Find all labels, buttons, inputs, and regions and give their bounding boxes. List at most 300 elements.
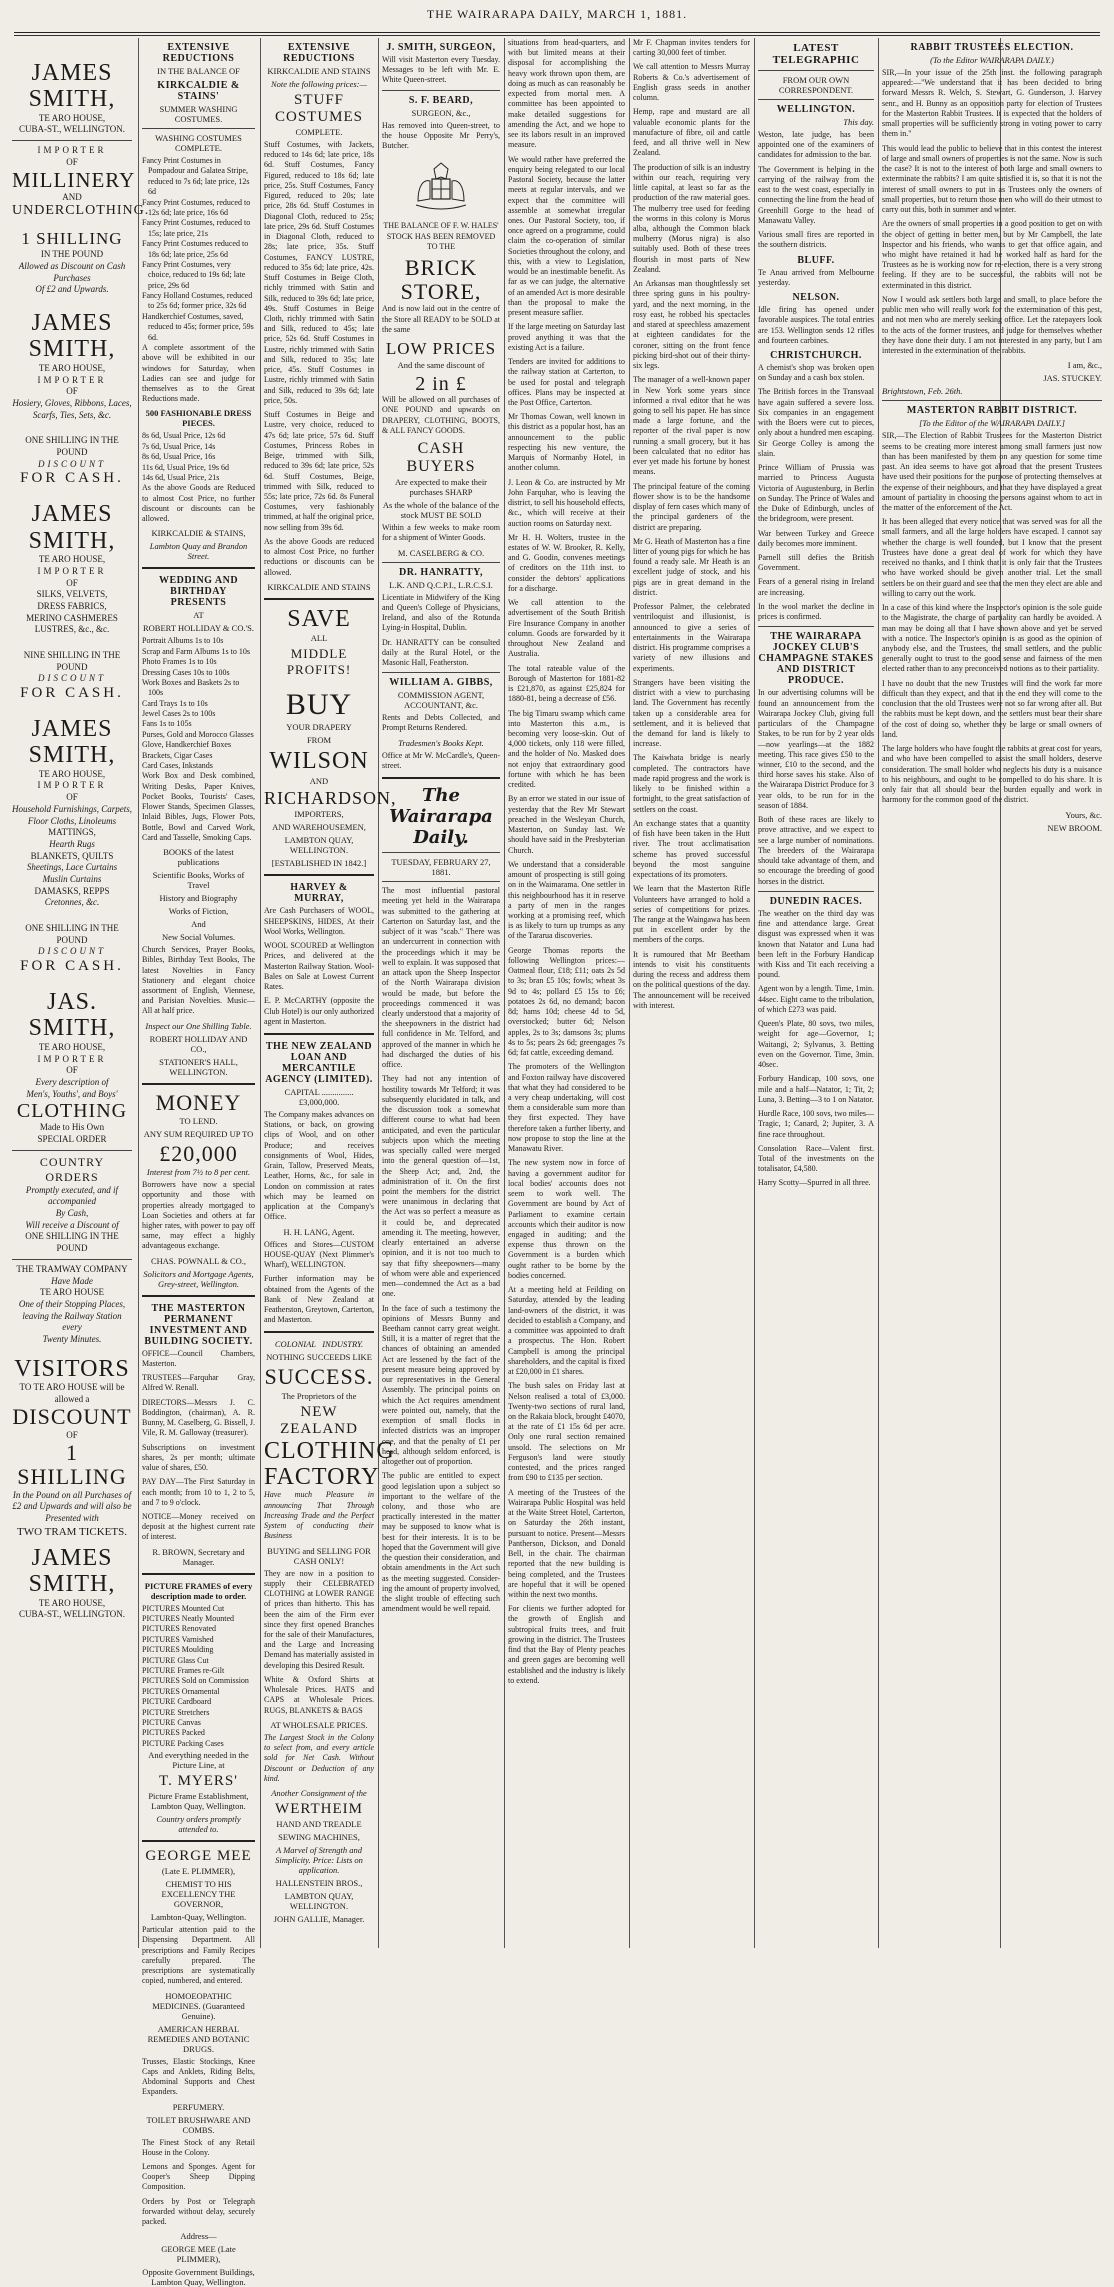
ad-line: Works of Fiction, [168, 906, 229, 917]
dateline: CHRISTCHURCH. [770, 349, 862, 361]
news-paragraph: Queen's Plate, 80 sovs, two miles, weight for age—Governor, 1; Waitangi, 2; Sylvanus, 3. Betting even on the Governor. Time, 3min. 40sec. [758, 1019, 874, 1070]
ad-heading: GEORGE MEE [145, 1848, 252, 1865]
product-line: In the Pound on all Purchases of £2 and Upwards and will also be Presented with [12, 1489, 132, 1524]
dateline-time: This day. [843, 117, 874, 127]
ad-heading: PICTURE FRAMES of every description made to order. [144, 1580, 253, 1601]
ad-subheading: Another Consignment of the [271, 1788, 367, 1799]
letter-signature: JAS. STUCKEY. [1043, 373, 1102, 384]
ad-line: Address— [180, 2231, 217, 2242]
list-item: Portrait Albums 1s to 10s [142, 636, 224, 646]
list-item: PICTURE Glass Cut [142, 1655, 209, 1665]
ad-paragraph: Are Cash Purchasers of WOOL, SHEEPSKINS, HIDES, At their Wool Works, Wellington. [264, 906, 374, 936]
news-paragraph: The big Timaru swamp which came into Masterton this a.m., is becoming very loose-skin. Out of 4,000 tickets, only 118 were filled, and the holder of No. Masked does not enjoy that extraordinary good fortune with which he has been credited. [508, 708, 625, 790]
ad-signature: KIRKCALDIE & STAINS, [151, 528, 246, 539]
ad-subheading: BUYING and SELLING FOR CASH ONLY! [267, 1545, 371, 1566]
for-cash-label: FOR CASH. [20, 470, 124, 487]
ad-paragraph: Borrowers have now a special opportunity and those with properties already mortgaged to Loan Societies and others at far higher rates, with power to pay off same, may effect a highly advantageous exchange. [142, 1180, 255, 1251]
news-paragraph: Consolation Race—Valent first. Total of the investments on the totalisator, £4,580. [758, 1143, 874, 1174]
ad-paragraph: WOOL SCOURED at Wellington Prices, and delivered at the Masterton Railway Station. Wool-Bales on Sale at Lowest Current Rates. [264, 941, 374, 992]
dateline: BLUFF. [797, 254, 835, 266]
ad-heading: KIRKCALDIE & STAINS' [157, 80, 240, 102]
list-item: PICTURE Stretchers [142, 1707, 210, 1717]
and-label: AND [62, 191, 82, 202]
for-cash-label: FOR CASH. [20, 958, 124, 975]
shilling-heading: 1 SHILLING [21, 229, 123, 249]
price-list [142, 636, 255, 771]
news-paragraph: The Government is helping in the carrying of the railway from the east to the west coast, especially in connecting the line from the head of Greenhill Gorge to the head of Manawatu Valley. [758, 164, 874, 225]
column-news-2 [633, 38, 750, 1948]
news-paragraph: Mr H. H. Wolters, trustee in the estates of W. W. Brooker, R. Kelly, and G. Goodin, convenes meetings of creditors on the 11th inst. to consider the debtors' applications for a discharge. [508, 532, 625, 593]
ad-paragraph: As the above Goods are reduced to almost Cost Price, no further reductions or discounts can be allowed. [264, 536, 374, 577]
ad-signature: ROBERT HOLLIDAY AND CO., [149, 1033, 248, 1054]
of-label: OF [66, 1065, 78, 1076]
colonial-label: COLONIAL [274, 1339, 316, 1350]
price-list [142, 431, 255, 483]
ad-heading: HARVEY & MURRAY, [290, 882, 348, 905]
ad-paragraph: Stuff Costumes in Beige and Lustre, very choice, reduced to 47s 6d; late price, 57s 6d. Stuff Costumes, Princess Robes in Beige, trimmed with Silk, reduced to 39s 6d; late price, 52s 6d. Stuff Costumes, Beige, trimmed with Silk, reduced to 55s; late price, 72s 6d. 8s Funeral Costumes, very fashionably trimmed, at half the original price, now selling from 39s 6d. [264, 410, 374, 532]
ad-paragraph: White & Oxford Shirts at Wholesale Prices. HATS and CAPS at Wholesale Prices. RUGS, BLANKETS & BAGS [264, 1674, 374, 1715]
product-line: Twenty Minutes. [42, 1333, 102, 1344]
ad-heading: BRICK STORE, [400, 255, 482, 305]
list-item: Jewel Cases 2s to 100s [142, 709, 216, 719]
ad-address: Solicitors and Mortgage Agents, Grey-street, Wellington. [143, 1268, 254, 1289]
store-address: CUBA-ST., WELLINGTON. [19, 1609, 125, 1620]
discount-line: ONE SHILLING IN THE POUND [25, 1231, 119, 1254]
column-drapery-ads [264, 38, 397, 1948]
ad-signature: HALLENSTEIN BROS., [275, 1878, 363, 1889]
shilling-heading: 1 SHILLING [17, 1440, 127, 1490]
save-heading: SAVE [287, 605, 351, 632]
news-paragraph: We call attention to Messrs Murray Roberts & Co.'s advertisement of English grass seeds in another column. [633, 62, 750, 103]
ad-subheading: SEWING MACHINES, [278, 1832, 360, 1843]
ad-paragraph: Has removed into Queen-street, to the house Opposite Mr Perry's, Butcher. [382, 120, 500, 151]
letter-signature: NEW BROOM. [1047, 822, 1102, 833]
store-name: TE ARO HOUSE, [38, 1597, 106, 1608]
buy-heading: BUY [285, 688, 353, 722]
product-line: Sheetings, Lace Curtains [26, 862, 118, 873]
letter-heading: MASTERTON RABBIT DISTRICT. [906, 405, 1078, 417]
of-label: OF [66, 792, 78, 803]
letter-paragraph: I have no doubt that the new Trustees will find the work far more difficult than they expect, and that in the end they will come to the conclusion that the old Trustees were not so far wrong after all. But the rabbits must be kept down, and the settlers must bear their share of the cost of doing so, whether they be large or small owners of land. [882, 678, 1102, 739]
letter-paragraph: Are the owners of small properties in a good position to get on with the object of getting in better men, but by Mr Campbell, the late Inspector and his friends, who wants to get that office again, and who might have retained it had he worked half as hard for the Trustees as he is working now for re-election, there is a very strong feeling. If they are to be successful, the rabbits will not be exterminated in this district. [882, 219, 1102, 290]
hosiery-line: Hosiery, Gloves, Ribbons, Laces, Scarfs, Ties, Sets, &c. [12, 397, 132, 420]
ad-heading: SUCCESS. [264, 1364, 374, 1390]
product-line: Every description of [35, 1076, 109, 1087]
product-line: DRESS FABRICS, [37, 600, 107, 611]
ad-address: STATIONER'S HALL, WELLINGTON. [159, 1056, 238, 1077]
ad-line: And [191, 919, 206, 930]
ad-line: Scientific Books, Works of Travel [152, 870, 245, 891]
visitors-heading: VISITORS [14, 1355, 130, 1382]
store-name: TE ARO HOUSE, [38, 362, 106, 373]
ad-subheading: L.K. AND Q.C.P.I., L.R.C.S.I. [389, 579, 493, 590]
ad-heading: EXTENSIVE REDUCTIONS [283, 42, 355, 64]
ad-subheading: KIRKCALDIE AND STAINS [267, 66, 371, 76]
news-paragraph: Forbury Handicap, 100 sovs, one mile and a half—Natator, 1; Tit, 2; Luna, 3. Betting—3 to 1 on Natator. [758, 1074, 874, 1104]
editorial-date: TUESDAY, FEBRUARY 27, 1881. [391, 857, 491, 878]
ad-subheading: Are expected to make their purchases SHARP [394, 477, 488, 498]
ad-heading: DR. HANRATTY, [398, 566, 483, 578]
section-heading: DUNEDIN RACES. [769, 895, 863, 907]
list-item: PICTURE Canvas [142, 1717, 201, 1727]
ad-subheading: ROBERT HOLLIDAY & CO.'S. [143, 623, 254, 634]
letter-paragraph: It has been alleged that every notice that was served was for all the small farmers, and all the large holders have escaped. I cannot say whether the charge is well founded, but I know that the present Trustees have done a great deal of work for which they have received no thanks, and I think that it is only fair that the Trustees who have worked should be given another trial. Let the small settlers be on their guard and see that the men they elect are able and willing to carry out the work. [882, 517, 1102, 598]
ad-subheading: AND [309, 775, 329, 786]
clothing-heading: CLOTHING [16, 1100, 128, 1123]
news-paragraph: Prince William of Prussia was married to Princess Augusta Victoria of Augustenburg, in Berlin on Sunday. The Prince of Wales and the Duke of Edinburgh, uncles of the bridegroom, were present. [758, 463, 874, 524]
list-item: Fancy Print Costumes reduced to 18s 6d; late price, 25s 6d [142, 239, 249, 259]
letter-dateline: Brightstown, Feb. 26th. [882, 386, 963, 397]
news-paragraph: By an error we stated in our issue of yesterday that the Rev Mr Stewart preached in the Wesleyan Church, Masterton, on Sunday last. We should have said in the Presbyterian Church. [508, 794, 625, 855]
ad-paragraph: Work Box and Desk combined, Writing Desks, Paper Knives, Pocket Books, Tourists' Cases, Flower Stands, Specimen Glasses, Inlaid Bibles, Jugs, Flower Pots, Bottle, Bowl and Carved Work, Card and Tasselle, Smoking Caps. [142, 771, 255, 842]
section-heading: LATEST TELEGRAPHIC [772, 42, 860, 66]
product-line: DAMASKS, REPPS [34, 885, 110, 896]
news-paragraph: We call attention to the advertisement of the South British Fire Insurance Company in another column. Goods are forwarded by it throughout New Zealand and Australia. [508, 598, 625, 659]
ad-address: LAMBTON QUAY, WELLINGTON. [284, 1891, 354, 1912]
letter-closing: I am, &c., [1067, 360, 1102, 371]
ad-heading: FACTORY [264, 1464, 380, 1491]
ad-paragraph: They are now in a position to supply their CELEBRATED CLOTHING at LOWER RANGE of prices than hitherto. This has been the aim of the Firm ever since they first opened Branches for the sale of their Manufactures, and the Large and Increasing Demand has materially assisted in developing this Desired Result. [264, 1568, 374, 1670]
product-line: Hearth Rugs [49, 838, 95, 849]
ad-signature: KIRKCALDIE AND STAINS [267, 581, 371, 592]
list-item: 11s 6d, Usual Price, 19s 6d [142, 462, 230, 472]
letter-subheading: (To the Editor WAIRARAPA DAILY.) [930, 55, 1054, 65]
ad-subheading: ALL [310, 633, 328, 644]
ad-subheading: TOILET BRUSHWARE AND COMBS. [146, 2114, 251, 2135]
advertiser-name: JAMES SMITH, [28, 310, 116, 363]
product-line: Promptly executed, and if accompanied [25, 1184, 119, 1207]
ad-address: Picture Frame Establishment, Lambton Quay, Wellington. [148, 1791, 249, 1812]
news-paragraph: J. Leon & Co. are instructed by Mr John Farquhar, who is leaving the district, to sell his household effects, &c., which will receive at their auction rooms on Saturday next. [508, 477, 625, 528]
ad-subheading: AT [193, 610, 204, 621]
ad-line: BOOKS of the latest publications [163, 847, 234, 868]
store-name: TE ARO HOUSE, [38, 554, 106, 565]
ad-paragraph: E. P. McCARTHY (opposite the Club Hotel) is our only authorized agent in Masterton. [264, 996, 374, 1026]
discount-line: ONE SHILLING IN THE POUND [25, 435, 119, 457]
loan-amount: £20,000 [159, 1140, 238, 1166]
ad-heading: EXTENSIVE REDUCTIONS [162, 42, 235, 64]
news-paragraph: The new system now in force of having a government auditor for local bodies' accounts does not seem to work well. The Government are bound by Act of Parliament to examine certain accounts which their auditor is now engaged in auditing; and the expense thus thrown on the Government is a burden which ought rather to be borne by the bodies concerned. [508, 1158, 625, 1280]
letter-paragraph: SIR,—In your issue of the 25th inst. the following paragraph appeared:—"We understand that it has been decided to bring forward Messrs R. Welch, S. Stewart, G. Gunderson, J. Harvey senr., and H. Bunny as an opposition party for election of Trustees for the Masterton Rabbit Trustees. It is expected that the holders of small properties will be sufficiently strong in voting power to carry them in." [882, 68, 1102, 139]
news-paragraph: Both of these races are likely to prove attractive, and we expect to see a large number of nominations. The breeders of the Wairarapa should take advantage of them, and so encourage the breeding of good horses in the district. [758, 815, 874, 886]
ad-line: Inspect our One Shilling Table. [145, 1020, 252, 1031]
ad-subheading: IMPORTERS, [294, 809, 344, 820]
list-item: PICTURES Ornamental [142, 1686, 220, 1696]
list-item: Card Cases, Inkstands [142, 761, 213, 771]
news-paragraph: Tenders are invited for additions to the railway station at Carterton, to be used for postal and telegraph offices. Plans may be inspected at the Post Office, Carterton. [508, 357, 625, 407]
store-name: TE ARO HOUSE, [38, 112, 106, 123]
news-paragraph: Mr F. Chapman invites tenders for carting 30,000 feet of timber. [633, 38, 750, 58]
ad-paragraph: Further information may be obtained from the Agents of the Bank of New Zealand at Featherston, Greytown, Carterton, and Masterton. [264, 1274, 374, 1325]
ad-subheading: The Proprietors of the [281, 1390, 357, 1401]
product-line: TE ARO HOUSE [39, 1287, 104, 1298]
news-paragraph: The promoters of the Wellington and Foxton railway have discovered that what they had considered to be a very cheap undertaking, will cost them a considerable sum more than they first expected. They have therefore taken a further liberty, and now propose to stop the line at the Manawatu River. [508, 1062, 625, 1154]
country-orders-heading: COUNTRY ORDERS [39, 1154, 105, 1184]
news-paragraph: The weather on the third day was fine and attendance large. Great disgust was expressed when it was known that Natator and Luna had been left in the Forbury Handicap with Kiss and Tit each receiving a pound. [758, 908, 874, 980]
advertiser-name: JAMES SMITH, [28, 60, 116, 113]
news-paragraph: Mr Thomas Cowan, well known in this district as a popular host, has an announcement to the public respecting his new venture, the Marquis of Normanby Hotel, in another column. [508, 412, 625, 473]
ad-paragraph: Offices and Stores—CUSTOM HOUSE-QUAY (Next Plimmer's Wharf), WELLINGTON. [264, 1239, 374, 1270]
of-label: OF [66, 386, 78, 397]
product-line: Have Made [51, 1275, 93, 1286]
ad-line: And everything needed in the Picture Line, at [148, 1750, 249, 1771]
ad-subheading: HOMOEOPATHIC MEDICINES. (Guaranteed Genuine). [152, 1990, 245, 2021]
product-line: MATTINGS, [48, 827, 96, 838]
product-line: TWO TRAM TICKETS. [17, 1525, 127, 1538]
list-item: PICTURES Sold on Commission [142, 1676, 249, 1686]
ad-signature: GEORGE MEE (Late PLIMMER), [161, 2244, 236, 2265]
list-item: Fans 1s to 105s [142, 719, 192, 729]
importer-label: IMPORTER [37, 374, 107, 385]
list-item: 14s 6d, Usual Price, 21s [142, 473, 220, 482]
ad-paragraph: Church Services, Prayer Books, Bibles, Birthday Text Books, The latest Novelties in Fancy Stationery and elegant choice assortment of English, Viennese, and Parisian Novelties. Music—All at half price. [142, 945, 255, 1016]
editorial-masthead: The Wairarapa Daily. [389, 785, 493, 849]
ad-heading: THE NEW ZEALAND LOAN AND MERCANTILE AGENCY (LIMITED). [265, 1041, 373, 1085]
ad-subheading: YOUR DRAPERY [286, 722, 352, 733]
editorial-paragraph: The public are entitled to expect good legislation upon a subject so important to the welfare of the colony, and those who are practically interested in the matter may be supposed to know what is best for their interests. It is to be hoped that the Government will give the question their consideration, and obtain amendments in the Act such as the meeting suggested. Consider- ing the amount of property involved, the slight trouble of effecting such amendment would be well repaid. [382, 1471, 500, 1614]
millinery-heading: MILLINERY [12, 167, 136, 192]
ad-heading: WILLIAM A. GIBBS, [389, 677, 493, 689]
product-line: SPECIAL ORDER [37, 1134, 107, 1144]
price-list [142, 1604, 255, 1749]
importer-label: IMPORTER [37, 145, 107, 156]
ad-address: Lambton Quay and Brandon Street. [149, 541, 248, 562]
ad-subheading: SUMMER WASHING COSTUMES. [159, 104, 238, 124]
discount-line: NINE SHILLING IN THE POUND [23, 649, 121, 672]
list-item: PICTURE Packing Cases [142, 1738, 224, 1748]
news-paragraph: Parnell still defies the British Government. [758, 552, 874, 573]
ad-subheading: ANY SUM REQUIRED UP TO [143, 1128, 254, 1139]
ad-paragraph: The Largest Stock in the Colony to select from, and every article sold for Net Cash. Without Discount or Deduction of any kind. [264, 1732, 374, 1783]
ad-subheading: SURGEON, &c., [411, 107, 471, 118]
letter-paragraph: Now I would ask settlers both large and small, to place before the public men who will really work for the extermination of this pest, and not men who are merely seeking office. Let the ratepayers look to the acts of the former trustees, and judge for themselves whether they have done their duty. I am not interested in any party, but I am interested in the extermination of the rabbits. [882, 294, 1102, 356]
ad-heading: THE MASTERTON PERMANENT INVESTMENT AND BUILDING SOCIETY. [144, 1302, 253, 1347]
column-news-1 [508, 38, 625, 1948]
ad-subheading: A Marvel of Strength and Simplicity. Price: Lists on application. [275, 1845, 363, 1876]
list-item: PICTURES Varnished [142, 1634, 214, 1644]
list-item: Fancy Print Costumes, very choice, reduced to 19s 6d; late price, 29s 6d [142, 259, 246, 290]
in-pound-label: IN THE POUND [40, 249, 104, 260]
store-address: CUBA-ST., WELLINGTON. [19, 124, 125, 135]
ad-paragraph: Lemons and Sponges. Agent for Cooper's Sheep Dipping Composition. [142, 2161, 255, 2192]
news-paragraph: The Kaiwhata bridge is nearly completed. The contractors have made rapid progress and the work is likely to be finished within a fortnight, to the great satisfaction of settlers on the coast. [633, 753, 750, 814]
list-item: Purses, Gold and Morocco Glasses [142, 729, 254, 739]
discount-note: Allowed as Discount on Cash Purchases [18, 261, 126, 283]
list-item: Fancy Print Costumes, reduced to 12s 6d; late price, 16s 6d [142, 197, 251, 217]
ad-heading: RICHARDSON, [264, 787, 397, 808]
advertiser-name: JAMES SMITH, [28, 1545, 116, 1598]
ad-subheading [264, 1339, 374, 1349]
tramway-heading: THE TRAMWAY COMPANY [16, 1263, 128, 1274]
dateline: WELLINGTON. [776, 104, 856, 115]
list-item: Photo Frames 1s to 10s [142, 657, 217, 667]
ad-subheading: COMPLETE. [295, 127, 343, 137]
ad-paragraph: As the above Goods are Reduced to almost Cost Price, no further discount or discounts can be allowed. [142, 483, 255, 524]
masthead-rule [14, 35, 1100, 36]
column-telegraphic [758, 38, 874, 1948]
royal-crest-icon [410, 157, 472, 215]
list-item: PICTURES Renovated [142, 1624, 216, 1634]
news-paragraph: A chemist's shop was broken open on Sunday and a cash box stolen. [758, 362, 874, 383]
masthead [14, 2, 1100, 33]
list-item: Fancy Print Costumes, reduced to 15s; late price, 21s [142, 218, 251, 238]
news-paragraph: The production of silk is an industry within our reach, requiring very little capital, at least so far as the production of the raw material goes. The mulberry tree used for feeding the worms in this colony is Morus alba, although the Common black mulberry (Morus nigra) is also suitably used. Both of these trees flourish in most parts of New Zealand. [633, 162, 750, 274]
ad-subheading: NOTHING SUCCEEDS LIKE [266, 1352, 372, 1363]
ad-address: LAMBTON QUAY, WELLINGTON. [284, 835, 354, 856]
ad-paragraph: Licentiate in Midwifery of the King and Queen's College of Physicians, Ireland, and also of the Rotunda Lying-in Hospital, Dublin. [382, 592, 500, 633]
ad-paragraph: Within a few weeks to make room for a shipment of Winter Goods. [382, 523, 500, 543]
column-rule [260, 38, 261, 1948]
ad-signature: R. BROWN, Secretary and Manager. [152, 1546, 245, 1567]
ad-heading: J. SMITH, SURGEON, [386, 42, 496, 53]
ad-paragraph: Rents and Debts Collected, and Prompt Returns Rendered. [382, 713, 500, 733]
column-james-smith-ad [12, 60, 150, 1970]
list-item: PICTURES Mounted Cut [142, 1603, 225, 1613]
letter-paragraph: In a case of this kind where the Inspector's opinion is the sole guide to the Magistrate, the charge of partiality can hardly be avoided. A man may be doing all that I have shown above and yet be served with a notice. The Inspector's opinion is as good as the opinion of anybody else, and the Trustees, the small settlers, and the public generally ought to trust to the good sense and fairness of the men elected rather than to any preconceived notions as to their partiality. [882, 603, 1102, 674]
ad-paragraph: Orders by Post or Telegraph forwarded without delay, securely packed. [142, 2196, 255, 2227]
product-line: Household Furnishings, Carpets, Floor Cloths, Linoleums [12, 803, 133, 826]
ad-line: Country orders promptly attended to. [156, 1814, 241, 1835]
news-paragraph: situations from head-quarters, and with but limited means at their disposal for accomplishing the heavy work thrown upon them, are doing as much as can reasonably be expected from mortal men. A committee has been appointed to make detailed suggestions for amending the Act, and we hope to see its labors result in an improved measure. [508, 38, 625, 150]
page-title: THE WAIRARAPA DAILY, MARCH 1, 1881. [426, 7, 688, 21]
ad-signature: M. CASELBERG & CO. [397, 547, 485, 558]
discount-amount: Of £2 and Upwards. [35, 284, 109, 295]
list-item: PICTURES Packed [142, 1728, 205, 1738]
of-label: OF [66, 577, 78, 588]
ad-subheading: Interest from 7½ to 8 per cent. [146, 1167, 251, 1178]
ad-address: Opposite Government Buildings, Lambton Quay, Wellington. [142, 2267, 255, 2287]
letter-paragraph: This would lead the public to believe that in this contest the interest of large and small owners of properties is not the same. Now is such the case? It is not to the interest of both large and small owners to exterminate the rabbits? I am quite satisfied it is, so that it is not the interest of small owners to put in as Trustees only the owners of small properties, but to return those men who will do their utmost to carry out this, both in summer and winter. [882, 143, 1102, 215]
ad-signature: CHAS. POWNALL & CO., [150, 1255, 247, 1266]
news-paragraph: Various small fires are reported in the southern districts. [758, 230, 874, 250]
of-label: OF [66, 156, 78, 167]
ad-signature: JOHN GALLIE, Manager. [273, 1914, 365, 1925]
product-line: SILKS, VELVETS, [36, 589, 108, 600]
news-paragraph: If the large meeting on Saturday last proved anything it was that the existing Act is a failure. [508, 322, 625, 352]
list-item: Work Boxes and Baskets 2s to 100s [142, 677, 240, 698]
list-item: PICTURE Cardboard [142, 1697, 212, 1707]
column-notices-editorial [382, 38, 500, 1948]
news-paragraph: The total rateable value of the Borough of Masterton for 1881-82 is £21,870, as against £25,824 for 1880-81, being a decrease of £56. [508, 663, 625, 704]
ad-signature: H. H. LANG, Agent. [283, 1226, 355, 1237]
list-item: Fancy Print Costumes in Pompadour and Galatea Stripe, reduced to 7s 6d; late price, 12s 6d [142, 156, 250, 197]
ad-subheading: TO LEND. [179, 1115, 218, 1126]
discount-rate: 2 in £ [415, 373, 467, 396]
ad-paragraph: OFFICE—Council Chambers, Masterton. [142, 1348, 255, 1368]
news-paragraph: The British forces in the Transvaal have again suffered a severe loss. Six companies in an engagement with the Boers were cut to pieces, only about a hundred men escaping. Sir George Colley is among the slain. [758, 387, 874, 458]
ad-subheading: CAPITAL ............... £3,000,000. [284, 1087, 354, 1107]
discount-heading: DISCOUNT [12, 1404, 132, 1430]
ad-subheading: PERFUMERY. [172, 2101, 225, 2112]
editorial-paragraph: In the face of such a testimony the opinions of Messrs Bunny and Beetham cannot carry great weight. Still, it is a matter of regret that the chances of obtaining an amended Act are lessened by the fact of the present measure being approved by our representatives in the General Assembly. The principal points on which the Act requires amendment were pointed out, namely, that the exemption of small flocks in infected districts was an improper one, and that the penalty of £1 per head, although seldom enforced, is altogether out of proportion. [382, 1303, 500, 1467]
product-line: Muslin Curtains [42, 873, 102, 884]
ad-paragraph: Have much Pleasure in announcing That Through Increasing Trade and the Perfect System of conducting their Business [264, 1490, 374, 1541]
column-correspondence [882, 38, 1102, 1948]
ad-paragraph: DIRECTORS—Messrs J. C. Boddington, (chairman), A. R. Bunny, M. Caselberg, G. Bissell, J. Vile, R. M. Galloway (treasurer). [142, 1397, 255, 1438]
product-line: Will receive a Discount of [25, 1219, 119, 1230]
news-paragraph: Te Anau arrived from Melbourne yesterday. [758, 267, 874, 287]
news-paragraph: In the wool market the decline in prices is confirmed. [758, 601, 874, 622]
ad-paragraph: Will be allowed on all purchases of ONE POUND and upwards on DRAPERY, CLOTHING, BOOTS, & ALL FANCY GOODS. [382, 395, 500, 435]
news-paragraph: Hemp, rape and mustard are all valuable economic plants for the manufacture of fibre, oil and cattle feed, and all thrive well in New Zealand. [633, 107, 750, 158]
ad-paragraph: Office at Mr W. McCardle's, Queen-street. [382, 750, 500, 770]
product-line: One of their Stopping Places, leaving the Railway Station every [18, 1298, 126, 1333]
list-item: 8s 6d, Usual Price, 12s 6d [142, 431, 226, 441]
ad-subheading: As the whole of the balance of the stock MUST BE SOLD [382, 500, 500, 521]
industry-label: INDUSTRY. [322, 1339, 364, 1350]
ad-paragraph: Stuff Costumes, with Jackets, reduced to 14s 6d; late price, 18s 6d. Stuff Costumes, Fancy Figured, reduced to 18s 6d; late price, 25s. Stuff Costumes, Fancy Figured, reduced to 20s; late price, 28s 6d. Stuff Costumes in Diagonal Cloth, reduced to 25s; late price, 29s 6d. Stuff Costumes in Diagonal Cloth, reduced to 28s; late price, 35s. Stuff Costumes, FANCY LUSTRE, reduced to 35s 6d; late price, 42s. Stuff Costumes in Beige Cloth, richly trimmed with Satin and Silk, reduced to 39s 6d; late price, 49s. Stuff Costumes in Beige Cloth, richly trimmed with Satin and Silk, reduced to 45s; late price, 52s 6d. Stuff Costumes in Lustre, richly trimmed with Satin and Silk, reduced to 35s; late price, 45s. Stuff Costumes in Lustre, richly trimmed with Satin and Silk, reduced to 39s 6d; late price, 50s. [264, 140, 374, 405]
letter-closing: Yours, &c. [1065, 809, 1102, 820]
letter-paragraph: SIR,—The Election of Rabbit Trustees for the Masterton District seems to be creating more interest among small farmers just now than has been manifested by them on any question for some time past. An idea seems to have got abroad that the present Trustees have used their positions for the purpose of protecting themselves at the expense of their neighbours, and that they have displayed a great amount of partiality in choosing the persons against whom to act in the matter of the enforcement of the Act. [882, 431, 1102, 512]
advertiser-name: JAMES SMITH, [28, 716, 116, 769]
news-paragraph: The manager of a well-known paper in New York some years since informed a rival editor that he was going to sell his paper. He has since made a large fortune, and the reporter of the rival paper is now running a small grocery, but it has been calculated that no editor has ever yet made his fortune by honest means. [633, 375, 750, 477]
news-paragraph: Idle firing has opened under favorable auspices. The total entries are 153. Wellington sends 12 rifles and fourteen carbines. [758, 305, 874, 345]
section-heading: THE WAIRARAPA JOCKEY CLUB'S CHAMPAGNE STAKES AND DISTRICT PRODUCE. [758, 631, 874, 687]
ad-paragraph: Trusses, Elastic Stockings, Knee Caps and Anklets, Riding Belts, Abdominal Supports and Chest Expanders. [142, 2056, 255, 2097]
ad-line: History and Biography [159, 893, 238, 904]
news-paragraph: Professor Palmer, the celebrated ventriloquist and illusionist, is announced to give a series of entertainments in the Wairarapa district. His programme comprises a variety of new illusions and experiments. [633, 602, 750, 673]
news-paragraph: Hurdle Race, 100 sovs, two miles—Tragic, 1; Canard, 2; Jupiter, 3. A fine race throughout. [758, 1109, 874, 1139]
news-paragraph: Mr G. Heath of Masterton has a fine litter of young pigs for which he has found a ready sale. Mr Heath is an excellent judge of stock, and his pigs are in great demand in the district. [633, 536, 750, 597]
ad-subheading: WASHING COSTUMES COMPLETE. [155, 133, 242, 153]
of-label: OF [66, 1429, 78, 1440]
news-paragraph: Harry Scotty—Spurred in all three. [758, 1178, 871, 1188]
store-name: TE ARO HOUSE, [38, 768, 106, 779]
ad-subheading: CHEMIST TO HIS EXCELLENCY THE GOVERNOR, [161, 1879, 236, 1910]
importer-label: IMPORTER [37, 1053, 107, 1064]
ad-paragraph: And is now laid out in the centre of the Store all READY to be SOLD at the same [382, 304, 500, 334]
news-paragraph: For clients we further adopted for the growth of English and subtropical fruits trees, and fruit growing in the district. The Trustees find that the Bay of Plenty peaches and green gages are becoming well established and the industry is likely to extend. [508, 1604, 625, 1685]
product-line: By Cash, [55, 1208, 89, 1219]
column-rule [504, 38, 505, 1948]
ad-subheading: And the same discount of [397, 360, 485, 371]
editorial-paragraph: They had not any intention of hostility towards Mr Telford; it was subsequently elucidated in talk, and the discussion took a somewhat different course to what had been anticipated, and even the particular subjects upon which the meeting was specially called were merged into the general question of—1st, the Sheep Act; and, 2nd, the administration of it. On the first point the members for the district were unanimous in declaring that the Act was so perfect a measure as it could be, and deprecated amending it. The meeting, however, clearly entertained an adverse opinion, and it is not too much to say that fifty sheepowners—many of whom were able and experienced men—condemned the Act as a bad one. [382, 1074, 500, 1299]
news-paragraph: The principal feature of the coming flower show is to be the handsome display of fern cases which many of the principal gardeners of the district are preparing. [633, 481, 750, 532]
list-item: 8s 6d, Usual Price, 16s [142, 452, 216, 462]
ad-paragraph: PAY DAY—The First Saturday in each month; from 10 to 1, 2 to 5, and 7 to 9 o'clock. [142, 1477, 255, 1507]
store-name: TE ARO HOUSE, [38, 1041, 106, 1052]
list-item: PICTURES Neatly Mounted [142, 1614, 234, 1624]
column-rule [138, 38, 139, 1948]
news-paragraph: Strangers have been visiting the district with a view to purchasing land. The Government has recently taken up a considerable area for settlement, and it is believed that the demand for land is likely to increase. [633, 677, 750, 749]
letter-subheading: [To the Editor of the WAIRARAPA DAILY.] [919, 418, 1065, 429]
news-paragraph: A meeting of the Trustees of the Wairarapa Public Hospital was held at the Waite Street Hotel, Carterton, on Saturday the 26th instant, pursuant to notice. Present—Messrs Pantherson, Dickson, and Donald Bell, in the chair. The chairman reported that the new building is being completed, and the Trustees are hopeful that it will be opened within the next two months. [508, 1487, 625, 1599]
list-item: Fancy Holland Costumes, reduced to 25s 6d; former price, 32s 6d [142, 291, 253, 311]
ad-paragraph: The Company makes advances on Stations, or back, on growing clips of Wool, and on other Produce; and receives consignments of Wool, Hides, Grain, Tallow, Preserved Meats, Leather, Horns, &c., for sale in London on commission at rates which may be learned on application at the Company's Office. [264, 1110, 374, 1222]
ad-address: Lambton-Quay, Wellington. [150, 1912, 247, 1923]
ad-paragraph: A complete assortment of the above will be exhibited in our windows for Saturday, when Ladies can see and judge for themselves as to the Great Reductions made. [142, 343, 255, 404]
product-line: Men's, Youths', and Boys' [26, 1088, 118, 1099]
news-paragraph: An exchange states that a quantity of fish have been taken in the Hutt river. The trout acclimatisation scheme has proved successful beyond the most sanguine expectations of its promoters. [633, 818, 750, 880]
ad-heading: STUFF COSTUMES [274, 92, 364, 125]
price-list [142, 156, 255, 343]
news-paragraph: We learn that the Masterton Rifle Volunteers have arranged to hold a series of competitions for prizes. The range at the Waingawa has been put in excellent order by the members of the corps. [633, 884, 750, 945]
ad-paragraph: THE BALANCE OF F. W. HALES' STOCK HAS BEEN REMOVED TO THE [383, 221, 499, 251]
ad-heading: T. MYERS' [159, 1773, 238, 1790]
ad-heading: MIDDLE PROFITS! [286, 646, 352, 678]
news-paragraph: In our advertising columns will be found an announcement from the Wairarapa Jockey Club, giving full particulars of the Champagne Stakes, to be run for by 2 year olds—now yearlings—at the 1882 meeting. This race gives £50 to the winner, £10 to the second, and the third horse saves his stake. Also of the Wairarapa District Produce for 3 year olds, to be run for in the season of 1884. [758, 688, 874, 810]
list-item: 7s 6d, Usual Price, 14s [142, 441, 216, 451]
advertiser-name: JAS. SMITH, [28, 989, 116, 1042]
list-item: Handkerchief Costumes, saved, reduced to 45s; former price, 59s 6d. [142, 311, 254, 342]
discount-label: DISCOUNT [37, 458, 106, 469]
ad-subheading: HAND AND TREADLE [276, 1819, 362, 1830]
advertiser-name: JAMES SMITH, [28, 501, 116, 554]
discount-label: DISCOUNT [37, 673, 106, 684]
ad-paragraph: NOTICE—Money received on deposit at the highest current rate of interest. [142, 1511, 255, 1542]
for-cash-label: FOR CASH. [20, 685, 124, 701]
ad-paragraph: Will visit Masterton every Tuesday. Messages to be left with Mr. E. White Queen-street. [382, 55, 500, 85]
